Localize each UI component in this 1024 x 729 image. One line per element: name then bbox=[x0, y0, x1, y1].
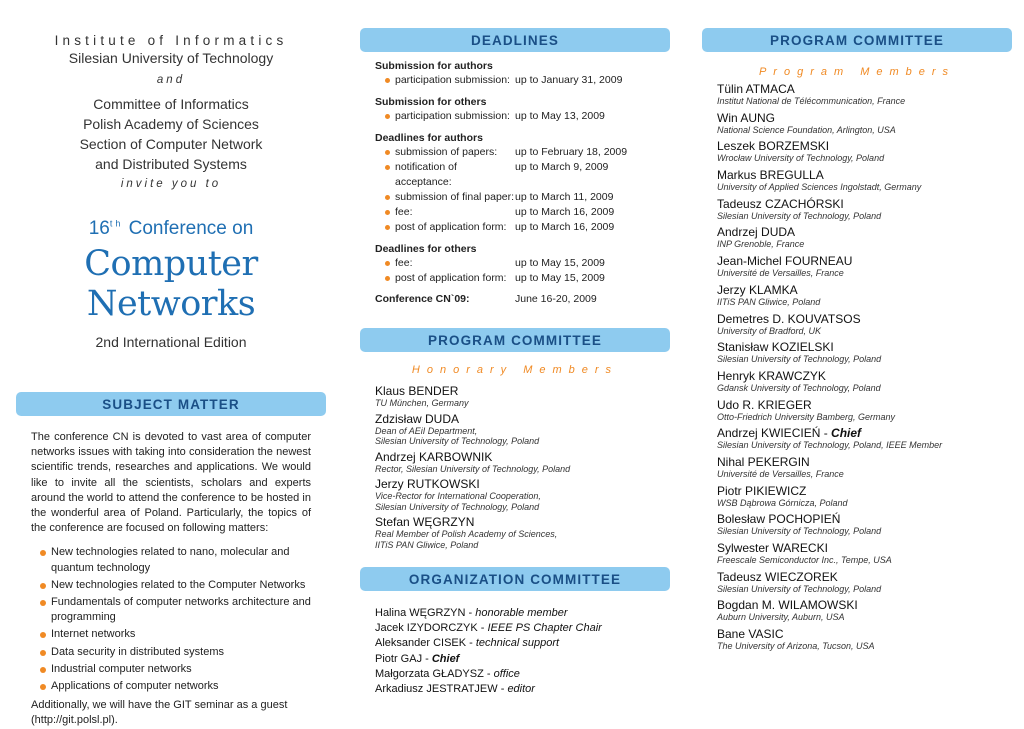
honorary-member bbox=[375, 384, 670, 409]
program-member bbox=[717, 541, 1012, 566]
org-member bbox=[375, 652, 670, 667]
program-member bbox=[717, 512, 1012, 537]
closing-text: Additionally, we will have the GIT seminar as a guest (http://git.polsl.pl). bbox=[31, 699, 288, 727]
member-name-text: Bolesław POCHOPIEŃ bbox=[717, 512, 841, 527]
member-affiliation: University of Applied Sciences Ingolstadt, Germany bbox=[717, 182, 922, 193]
member-affiliation: Université de Versailles, France bbox=[717, 468, 844, 479]
deadline-label: submission of papers: bbox=[360, 145, 515, 160]
conference-label: Conference CN`09: bbox=[375, 293, 470, 305]
deadline-label: fee: bbox=[360, 256, 515, 271]
committee-line: Committee of Informatics bbox=[93, 96, 249, 112]
member-name-text: Bane VASIC bbox=[717, 627, 784, 642]
member-name bbox=[717, 484, 1012, 498]
program-member bbox=[717, 168, 1012, 193]
deadline-label: participation submission: bbox=[360, 73, 515, 88]
member-affiliation: National Science Foundation, Arlington, USA bbox=[717, 124, 896, 135]
and-word: and bbox=[156, 74, 186, 86]
member-affiliation: IITiS PAN Gliwice, Poland bbox=[717, 296, 821, 307]
member-affiliation: Silesian University of Technology, Poland bbox=[717, 210, 882, 221]
org-role: technical support bbox=[475, 637, 560, 650]
program-committee-banner: PROGRAM COMMITTEE bbox=[360, 328, 670, 352]
member-name bbox=[717, 570, 1012, 584]
org-member bbox=[375, 621, 670, 636]
deadline-group-title: Submission for others bbox=[375, 96, 487, 108]
member-affiliation: Freescale Semiconductor Inc., Tempe, USA bbox=[717, 555, 892, 565]
member-name bbox=[717, 111, 1012, 125]
member-name bbox=[717, 168, 1012, 182]
member-name-text: Tülin ATMACA bbox=[717, 82, 795, 96]
program-member bbox=[717, 627, 1012, 652]
member-name bbox=[717, 627, 1012, 641]
deadline-value: up to May 15, 2009 bbox=[515, 272, 605, 284]
conference-title: Computer Networks bbox=[84, 244, 258, 324]
deadline-label: submission of final paper: bbox=[360, 190, 515, 205]
member-name bbox=[717, 398, 1012, 412]
program-member bbox=[717, 254, 1012, 279]
deadline-group-title: Deadlines for others bbox=[375, 243, 477, 255]
member-affiliation: WSB Dąbrowa Górnicza, Poland bbox=[717, 497, 848, 508]
deadline-label: post of application form: bbox=[360, 271, 515, 286]
member-name-text: Stanisław KOZIELSKI bbox=[717, 340, 834, 355]
member-affiliation: Rector, Silesian University of Technology, Poland bbox=[375, 463, 571, 474]
organization-committee-banner: ORGANIZATION COMMITTEE bbox=[360, 567, 670, 591]
deadline-row bbox=[360, 160, 670, 190]
member-name: Stefan WĘGRZYN bbox=[375, 515, 475, 529]
org-role: Chief bbox=[431, 652, 460, 665]
topic-item: Industrial computer networks bbox=[31, 662, 311, 677]
member-name-text: Jerzy KLAMKA bbox=[717, 282, 798, 297]
institute-name: Institute of Informatics bbox=[54, 33, 288, 48]
org-name: Jacek IZYDORCZYK - bbox=[375, 622, 488, 635]
university-name: Silesian University of Technology bbox=[68, 50, 274, 66]
program-member bbox=[717, 598, 1012, 623]
member-name-text: Bogdan M. WILAMOWSKI bbox=[717, 598, 858, 613]
committee-line: and Distributed Systems bbox=[95, 156, 247, 172]
program-member bbox=[717, 570, 1012, 595]
member-name: Andrzej KARBOWNIK bbox=[375, 449, 493, 464]
member-affiliation: Université de Versailles, France bbox=[717, 268, 844, 279]
member-affiliation: IITiS PAN Gliwice, Poland bbox=[375, 539, 479, 550]
deadline-row bbox=[360, 109, 670, 124]
member-affiliation: INP Grenoble, France bbox=[717, 239, 805, 250]
member-affiliation: Silesian University of Technology, Poland, IEEE Member bbox=[717, 440, 943, 451]
conf-sup: th bbox=[109, 218, 124, 229]
member-affiliation: Silesian University of Technology, Poland bbox=[375, 501, 540, 512]
org-member bbox=[375, 667, 670, 682]
deadline-label: notification of acceptance: bbox=[360, 160, 515, 190]
org-role: office bbox=[493, 667, 520, 680]
program-member bbox=[717, 312, 1012, 337]
honorary-member bbox=[375, 450, 670, 475]
deadline-value: up to March 16, 2009 bbox=[515, 221, 615, 233]
honorary-list bbox=[360, 384, 670, 550]
program-member bbox=[717, 283, 1012, 308]
org-name: Halina WĘGRZYN - bbox=[375, 607, 476, 619]
member-name bbox=[717, 340, 1012, 354]
topic-item: New technologies related to nano, molecular and quantum technology bbox=[31, 545, 311, 575]
deadline-value: up to March 9, 2009 bbox=[515, 161, 609, 173]
program-members-label: Program Members bbox=[758, 66, 956, 78]
organization-list bbox=[360, 606, 670, 697]
org-role: editor bbox=[507, 683, 535, 696]
deadlines-list bbox=[360, 60, 670, 286]
member-name bbox=[717, 312, 1012, 326]
deadline-group-title: Submission for authors bbox=[375, 60, 493, 72]
committee-line: Polish Academy of Sciences bbox=[83, 116, 259, 132]
honorary-member bbox=[375, 515, 670, 550]
member-affiliation: University of Bradford, UK bbox=[717, 325, 822, 336]
deadline-value: up to March 11, 2009 bbox=[515, 191, 614, 203]
member-name: Zdzisław DUDA bbox=[375, 411, 460, 426]
member-name bbox=[717, 197, 1012, 211]
member-name bbox=[717, 369, 1012, 383]
member-affiliation: TU München, Germany bbox=[375, 398, 469, 408]
member-name: Jerzy RUTKOWSKI bbox=[375, 477, 480, 491]
member-name bbox=[717, 598, 1012, 612]
deadline-row bbox=[360, 73, 670, 88]
committee-block bbox=[16, 94, 326, 174]
deadline-row bbox=[360, 145, 670, 160]
member-affiliation: Silesian University of Technology, Poland bbox=[717, 583, 882, 594]
org-name: Małgorzata GŁADYSZ - bbox=[375, 667, 494, 680]
deadline-value: up to May 13, 2009 bbox=[515, 110, 605, 122]
member-name bbox=[717, 254, 1012, 268]
topic-list bbox=[31, 545, 311, 694]
member-name-text: Demetres D. KOUVATSOS bbox=[717, 311, 861, 326]
member-name: Klaus BENDER bbox=[375, 384, 459, 398]
deadline-value: up to February 18, 2009 bbox=[515, 146, 628, 158]
member-name bbox=[717, 541, 1012, 555]
member-affiliation: Silesian University of Technology, Poland bbox=[375, 436, 540, 446]
member-name bbox=[717, 512, 1012, 526]
member-affiliation: Silesian University of Technology, Poland bbox=[717, 354, 882, 365]
org-role: honorable member bbox=[475, 607, 568, 619]
left-column bbox=[16, 0, 326, 729]
topic-item: Applications of computer networks bbox=[31, 679, 311, 694]
subject-text: The conference CN is devoted to vast area of computer networks issues with taking into consideration the newest scientific trends, researches and applications. We would like to invite all the scientists, scholars and experts around the world to attend the conference to be hosted in the wonderful area of Poland. Particularly, the topics of the conference are focused on following matters: bbox=[31, 431, 311, 535]
deadline-row bbox=[360, 190, 670, 205]
member-name bbox=[717, 82, 1012, 96]
member-name bbox=[717, 455, 1012, 469]
honorary-member bbox=[375, 477, 670, 512]
middle-column bbox=[360, 0, 670, 697]
member-name-text: Henryk KRAWCZYK bbox=[717, 368, 826, 383]
invite-text: invite you to bbox=[120, 178, 222, 190]
program-member bbox=[717, 139, 1012, 164]
member-name-text: Markus BREGULLA bbox=[717, 168, 824, 183]
member-affiliation: Dean of AEiI Department, bbox=[375, 425, 478, 436]
honorary-members-label: Honorary Members bbox=[411, 364, 619, 376]
member-affiliation: The University of Arizona, Tucson, USA bbox=[717, 641, 875, 652]
org-name: Piotr GAJ - bbox=[375, 652, 432, 665]
honorary-member bbox=[375, 412, 670, 447]
member-name-text: Tadeusz WIECZOREK bbox=[717, 569, 838, 584]
member-name-text: Sylwester WARECKI bbox=[717, 541, 828, 555]
member-affiliation: Vice-Rector for International Cooperation, bbox=[375, 491, 541, 501]
org-member bbox=[375, 682, 670, 697]
deadline-label: post of application form: bbox=[360, 220, 515, 235]
member-name-text: Leszek BORZEMSKI bbox=[717, 139, 830, 154]
program-member bbox=[717, 340, 1012, 365]
member-name-text: Piotr PIKIEWICZ bbox=[717, 483, 807, 498]
member-affiliation: Institut National de Télécommunication, France bbox=[717, 96, 906, 106]
member-affiliation: Gdansk University of Technology, Poland bbox=[717, 382, 881, 393]
member-affiliation: Wrocław University of Technology, Poland bbox=[717, 153, 885, 164]
member-name-text: Tadeusz CZACHÓRSKI bbox=[717, 196, 844, 211]
program-member bbox=[717, 111, 1012, 136]
member-name bbox=[717, 426, 1012, 440]
conf-on: Conference on bbox=[128, 218, 254, 239]
deadlines-banner: DEADLINES bbox=[360, 28, 670, 52]
committee-line: Section of Computer Network bbox=[79, 136, 263, 152]
member-name-text: Udo R. KRIEGER bbox=[717, 397, 812, 412]
program-member bbox=[717, 225, 1012, 250]
conf-num: 16 bbox=[88, 218, 110, 239]
org-role: IEEE PS Chapter Chair bbox=[487, 622, 602, 635]
member-role: Chief bbox=[831, 426, 862, 441]
member-name-text: Andrzej KWIECIEŃ - bbox=[717, 426, 832, 441]
deadline-row bbox=[360, 205, 670, 220]
program-member bbox=[717, 426, 1012, 451]
deadline-row bbox=[360, 271, 670, 286]
member-name-text: Jean-Michel FOURNEAU bbox=[717, 254, 853, 269]
deadline-row bbox=[360, 256, 670, 271]
member-affiliation: Otto-Friedrich University Bamberg, Germany bbox=[717, 411, 896, 422]
program-member bbox=[717, 197, 1012, 222]
topic-item: Internet networks bbox=[31, 627, 311, 642]
program-committee-banner-right: PROGRAM COMMITTEE bbox=[702, 28, 1012, 52]
topic-item: New technologies related to the Computer Networks bbox=[31, 578, 311, 593]
program-member bbox=[717, 369, 1012, 394]
program-member bbox=[717, 82, 1012, 107]
org-name: Arkadiusz JESTRATJEW - bbox=[375, 683, 508, 696]
program-member bbox=[717, 484, 1012, 509]
topic-item: Fundamentals of computer networks architecture and programming bbox=[31, 595, 311, 625]
conference-dates-row bbox=[360, 292, 670, 307]
conference-number bbox=[16, 218, 326, 240]
member-name bbox=[717, 283, 1012, 297]
topic-item: Data security in distributed systems bbox=[31, 645, 311, 660]
member-name-text: Nihal PEKERGIN bbox=[717, 454, 810, 469]
conference-dates: June 16-20, 2009 bbox=[515, 293, 597, 305]
right-column bbox=[702, 0, 1012, 656]
program-member bbox=[717, 455, 1012, 480]
member-name-text: Andrzej DUDA bbox=[717, 225, 796, 240]
deadline-value: up to March 16, 2009 bbox=[515, 206, 615, 218]
deadline-row bbox=[360, 220, 670, 235]
program-members-list bbox=[702, 82, 1012, 652]
subject-matter-banner: SUBJECT MATTER bbox=[16, 392, 326, 416]
member-affiliation: Real Member of Polish Academy of Sciences, bbox=[375, 529, 558, 539]
deadline-label: fee: bbox=[360, 205, 515, 220]
deadline-label: participation submission: bbox=[360, 109, 515, 124]
member-name-text: Win AUNG bbox=[717, 110, 776, 125]
org-name: Aleksander CISEK - bbox=[375, 637, 476, 650]
member-name bbox=[717, 225, 1012, 239]
member-affiliation: Auburn University, Auburn, USA bbox=[717, 612, 845, 623]
deadline-group-title: Deadlines for authors bbox=[375, 132, 483, 144]
org-member bbox=[375, 606, 670, 621]
deadline-value: up to January 31, 2009 bbox=[515, 74, 623, 86]
org-member bbox=[375, 636, 670, 651]
program-member bbox=[717, 398, 1012, 423]
deadline-value: up to May 15, 2009 bbox=[515, 257, 605, 269]
edition: 2nd International Edition bbox=[95, 334, 247, 350]
member-affiliation: Silesian University of Technology, Poland bbox=[717, 526, 882, 537]
member-name bbox=[717, 139, 1012, 153]
